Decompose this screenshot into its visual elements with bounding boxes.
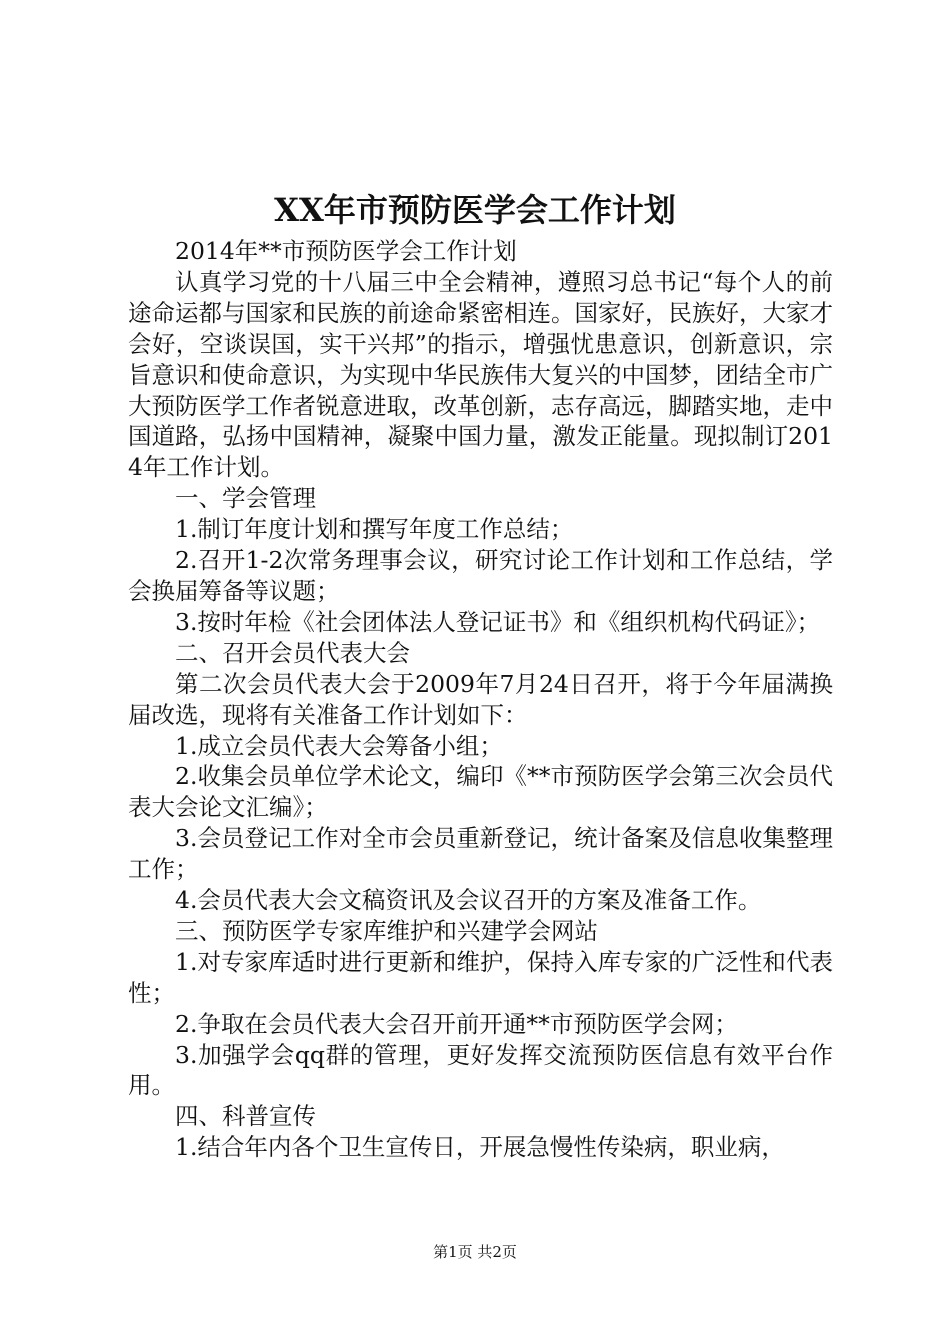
list-item: 3.加强学会qq群的管理，更好发挥交流预防医信息有效平台作用。 xyxy=(128,1040,833,1100)
list-item: 4.会员代表大会文稿资讯及会议召开的方案及准备工作。 xyxy=(175,886,762,915)
list-item: 1.制订年度计划和撰写年度工作总结； xyxy=(175,515,574,544)
page-footer: 第1页 共2页 xyxy=(433,1243,517,1261)
document-title: XX年市预防医学会工作计划 xyxy=(274,191,676,229)
list-item: 1.结合年内各个卫生宣传日，开展急慢性传染病，职业病， xyxy=(175,1133,785,1162)
list-item: 1.对专家库适时进行更新和维护，保持入库专家的广泛性和代表性； xyxy=(128,947,833,1007)
paragraph: 第二次会员代表大会于2009年7月24日召开，将于今年届满换届改选，现将有关准备工作计划如下： xyxy=(128,669,833,729)
section-heading-3: 三、预防医学专家库维护和兴建学会网站 xyxy=(175,916,598,945)
document-body xyxy=(128,236,833,1163)
section-heading-1: 一、学会管理 xyxy=(175,484,316,513)
section-heading-4: 四、科普宣传 xyxy=(175,1102,316,1131)
list-item: 2.争取在会员代表大会召开前开通**市预防医学会网； xyxy=(175,1009,738,1038)
paragraph-subtitle: 2014年**市预防医学会工作计划 xyxy=(175,237,517,265)
list-item: 3.按时年检《社会团体法人登记证书》和《组织机构代码证》； xyxy=(175,607,821,636)
section-heading-2: 二、召开会员代表大会 xyxy=(175,638,410,667)
list-item: 3.会员登记工作对全市会员重新登记，统计备案及信息收集整理工作； xyxy=(128,824,833,884)
paragraph-intro: 认真学习党的十八届三中全会精神，遵照习总书记“每个人的前途命运都与国家和民族的前途命紧密相连。国家好，民族好，大家才会好，空谈误国，实干兴邦”的指示，增强忧患意识，创新意识，宗旨意识和使命意识，为实现中华民族伟大复兴的中国梦，团结全市广大预防医学工作者锐意进取，改革创新，志存高远，脚踏实地，走中国道路，弘扬中国精神，凝聚中国力量，激发正能量。现拟制订2014年工作计划。 xyxy=(128,267,833,482)
list-item: 1.成立会员代表大会筹备小组； xyxy=(175,731,503,760)
list-item: 2.收集会员单位学术论文，编印《**市预防医学会第三次会员代表大会论文汇编》； xyxy=(128,762,833,822)
list-item: 2.召开1-2次常务理事会议，研究讨论工作计划和工作总结，学会换届筹备等议题； xyxy=(128,546,833,605)
